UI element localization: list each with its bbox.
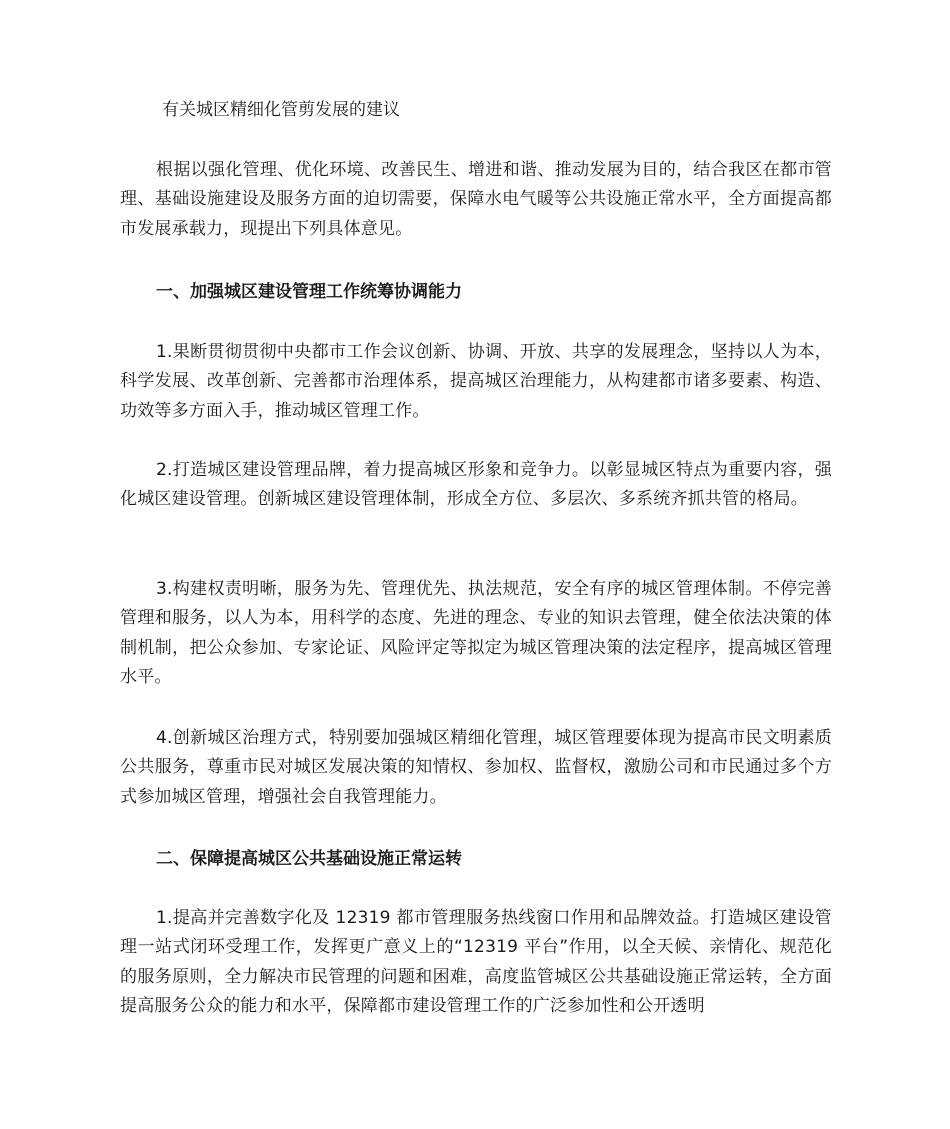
section-heading-2: 二、保障提高城区公共基础设施正常运转 xyxy=(156,849,462,869)
section-1-paragraph-3: 3.构建权责明晰，服务为先、管理优先、执法规范，安全有序的城区管理体制。不停完善管理和服务，以人为本，用科学的态度、先进的理念、专业的知识去管理，健全依法决策的体制机制，把公众参加、专家论证、风险评定等拟定为城区管理决策的法定程序，提高城区管理水平。 xyxy=(120,579,832,687)
section-2-paragraph-1: 1.提高并完善数字化及 12319 都市管理服务热线窗口作用和品牌效益。打造城区建设管理一站式闭环受理工作，发挥更广意义上的“12319 平台”作用，以全天候、亲情化、规范化的服务原则，全力解决市民管理的问题和困难，高度监管城区公共基础设施正常运转，全方面提高服务公众的能力和水平，保障都市建设管理工作的广泛参加性和公开透明 xyxy=(120,908,832,1016)
document-title: 有关城区精细化管剪发展的建议 xyxy=(162,100,400,120)
section-heading-1: 一、加强城区建设管理工作统筹协调能力 xyxy=(156,282,462,302)
section-1-paragraph-1: 1.果断贯彻贯彻中央都市工作会议创新、协调、开放、共享的发展理念，坚持以人为本，科学发展、改革创新、完善都市治理体系，提高城区治理能力，从构建都市诸多要素、构造、功效等多方面入手，推动城区管理工作。 xyxy=(120,342,832,421)
intro-paragraph: 根据以强化管理、优化环境、改善民生、增进和谐、推动发展为目的，结合我区在都市管理、基础设施建设及服务方面的迫切需要，保障水电气暖等公共设施正常水平，全方面提高都市发展承载力，现提出下列具体意见。 xyxy=(120,160,832,239)
section-1-paragraph-2: 2.打造城区建设管理品牌，着力提高城区形象和竞争力。以彰显城区特点为重要内容，强化城区建设管理。创新城区建设管理体制，形成全方位、多层次、多系统齐抓共管的格局。 xyxy=(120,460,832,510)
section-1-paragraph-4: 4.创新城区治理方式，特别要加强城区精细化管理，城区管理要体现为提高市民文明素质公共服务，尊重市民对城区发展决策的知情权、参加权、监督权，激励公司和市民通过多个方式参加城区管理，增强社会自我管理能力。 xyxy=(120,728,832,807)
